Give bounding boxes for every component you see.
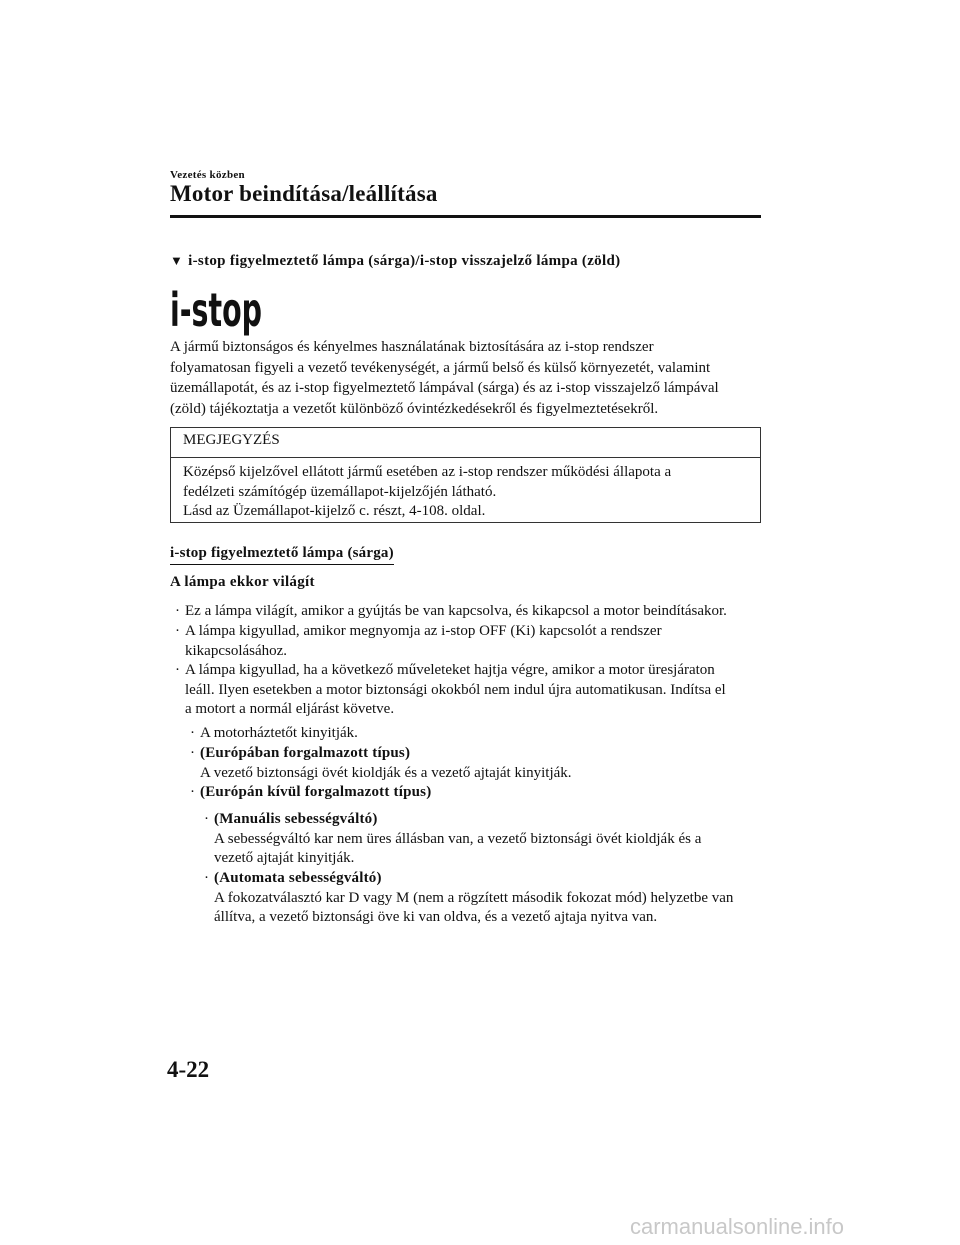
list-item-text: A lámpa kigyullad, amikor megnyomja az i-stop OFF (Ki) kapcsolót a rendszer [185,623,662,639]
list-item-text: A vezető biztonsági övét kioldják és a vezető ajtaját kinyitják. [200,764,572,781]
list-item-text: A motorháztetőt kinyitják. [200,725,358,741]
title-divider [170,215,761,218]
list-item-text: a motort a normál eljárást követve. [185,701,395,717]
sub-list-item [190,724,358,744]
list-item-text: A lámpa kigyullad, ha a következő műveleteket hajtja végre, amikor a motor üresjáraton [185,662,715,678]
intro-line: üzemállapotát, és az i-stop figyelmeztető lámpával (sárga) és az i-stop visszajelző lámpával [170,380,719,396]
istop-icon-text: i-stop [170,283,262,337]
list-item-title: (Manuális sebességváltó) [214,811,378,827]
page-title: Motor beindítása/leállítása [170,181,438,206]
subsection-heading-text: i-stop figyelmeztető lámpa (sárga)/i-stop visszajelző lámpa (zöld) [188,253,621,269]
note-line: Lásd az Üzemállapot-kijelző c. részt, 4-108. oldal. [183,503,486,519]
list-item-title: (Európán kívül forgalmazott típus) [200,784,432,800]
list-item-text: kikapcsolásához. [185,642,288,659]
bullet-icon: · [175,603,180,619]
list-item-text: A fokozatválasztó kar D vagy M (nem a rögzített második fokozat mód) helyzetbe van [214,889,734,906]
bullet-icon: · [190,745,195,761]
note-line: Középső kijelzővel ellátott jármű esetében az i-stop rendszer működési állapota a [183,464,672,480]
list-item-text: állítva, a vezető biztonsági öve ki van oldva, és a vezető ajtaja nyitva van. [214,909,658,925]
intro-paragraph [170,337,770,419]
list-item-text: Ez a lámpa világít, amikor a gyújtás be van kapcsolva, és kikapcsol a motor beindításakor. [185,603,727,619]
list-item-text: vezető ajtaját kinyitják. [214,850,355,866]
sub-sub-list-item [204,810,702,869]
bullet-icon: · [175,662,180,678]
bullet-icon: · [204,811,209,827]
note-header: MEGJEGYZÉS [171,428,760,458]
note-body [171,458,760,522]
bullet-icon: · [204,870,209,886]
bullet-icon: · [190,725,195,741]
watermark: carmanualsonline.info [630,1214,845,1239]
sub-list-item [190,744,572,783]
list-item [175,661,726,720]
subsection-heading [170,253,620,270]
list-item-text: leáll. Ilyen esetekben a motor biztonsági okokból nem indul újra automatikusan. Indítsa el [185,681,726,698]
triangle-marker-icon: ▼ [170,253,184,268]
bullet-icon: · [175,623,180,639]
yellow-lamp-heading: i-stop figyelmeztető lámpa (sárga) [170,545,394,565]
list-item [175,602,727,622]
intro-line: A jármű biztonságos és kényelmes használatának biztosítására az i-stop rendszer [170,339,654,355]
sub-list-item [190,783,432,803]
sub-sub-list-item [204,869,734,928]
lamp-on-heading: A lámpa ekkor világít [170,574,315,590]
note-line: fedélzeti számítógép üzemállapot-kijelzőjén látható. [183,483,497,500]
bullet-icon: · [190,784,195,800]
page-number: 4-22 [167,1057,210,1082]
list-item [175,622,662,661]
intro-line: folyamatosan figyeli a vezető tevékenységét, a jármű belső és külső környezetét, valamint [170,359,711,376]
list-item-text: A sebességváltó kar nem üres állásban van, a vezető biztonsági övét kioldják és a [214,830,702,847]
list-item-title: (Automata sebességváltó) [214,870,382,886]
note-box [170,427,761,523]
istop-indicator-icon [170,283,266,337]
list-item-title: (Európában forgalmazott típus) [200,745,411,761]
intro-line: (zöld) tájékoztatja a vezetőt különböző óvintézkedésekről és figyelmeztetésekről. [170,400,659,417]
section-label: Vezetés közben [170,169,245,181]
